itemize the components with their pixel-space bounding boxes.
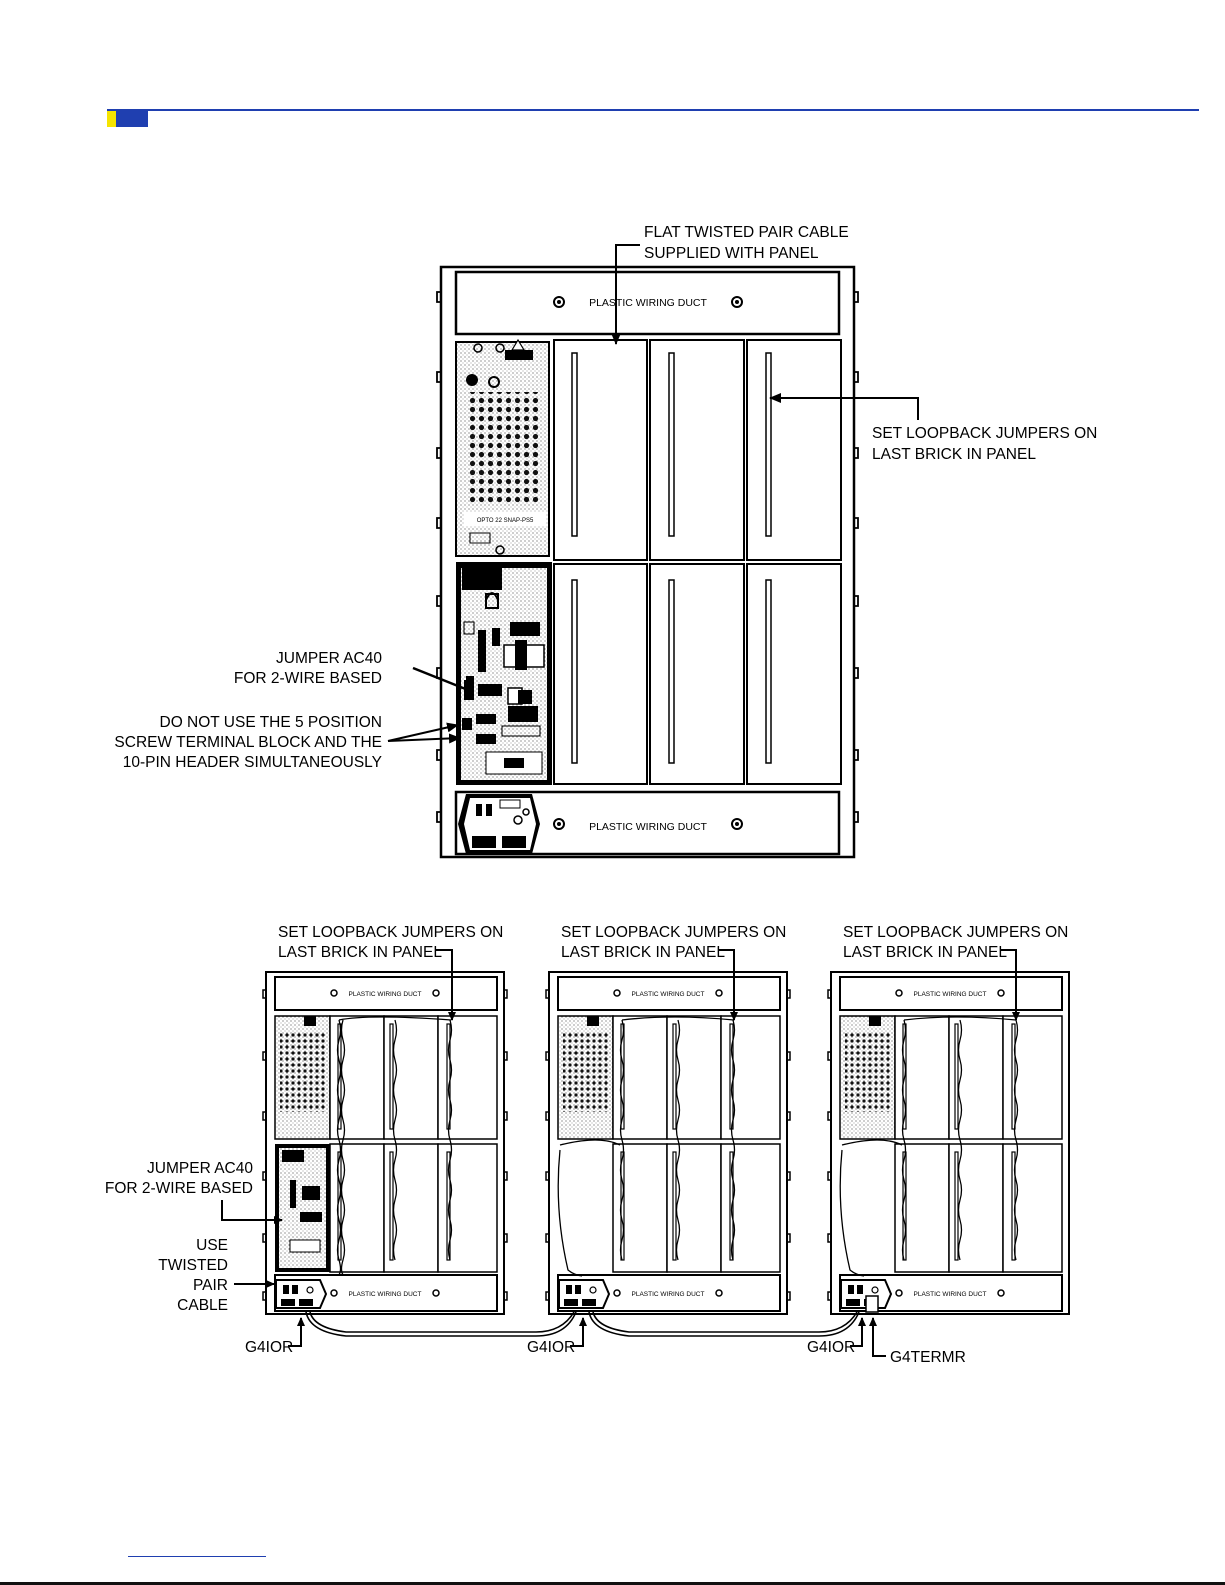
power-supply: [456, 340, 549, 556]
g4ior-label-1: G4IOR: [245, 1339, 294, 1356]
twisted-line1: USE: [196, 1237, 228, 1254]
duct-label-p2-top: PLASTIC WIRING DUCT: [631, 991, 705, 998]
g4termr-label: G4TERMR: [890, 1349, 966, 1366]
warning-label-line2: SCREW TERMINAL BLOCK AND THE: [114, 734, 382, 751]
loopback-label-line2: LAST BRICK IN PANEL: [872, 446, 1036, 463]
panel-top: [437, 267, 858, 857]
g4ior-module-top: [458, 794, 540, 854]
g4termr-arrow: [873, 1318, 886, 1356]
cable-label-line2: SUPPLIED WITH PANEL: [644, 245, 819, 262]
twisted-line4: CABLE: [177, 1297, 228, 1314]
b3-loopback-line1: SET LOOPBACK JUMPERS ON: [843, 924, 1069, 941]
b1-loopback-line1: SET LOOPBACK JUMPERS ON: [278, 924, 504, 941]
jumper-label-line1: JUMPER AC40: [276, 650, 382, 667]
g4ior-label-2: G4IOR: [527, 1339, 576, 1356]
duct-label-p1-top: PLASTIC WIRING DUCT: [348, 991, 422, 998]
loopback-label-line1: SET LOOPBACK JUMPERS ON: [872, 425, 1098, 442]
panel-bottom-2: [546, 972, 790, 1314]
cable-label-line1: FLAT TWISTED PAIR CABLE: [644, 224, 849, 241]
brain-board-small: [275, 1144, 330, 1272]
warning-label-line1: DO NOT USE THE 5 POSITION: [159, 714, 382, 731]
psu-label: OPTO 22 SNAP-PS5: [476, 518, 534, 524]
bottom-duct-label: PLASTIC WIRING DUCT: [589, 821, 707, 833]
twisted-line3: PAIR: [192, 1277, 228, 1294]
twisted-line2: TWISTED: [158, 1257, 228, 1274]
b-jumper-line2: FOR 2-WIRE BASED: [104, 1180, 253, 1197]
b1-loopback-line2: LAST BRICK IN PANEL: [278, 944, 442, 961]
b3-loopback-line2: LAST BRICK IN PANEL: [843, 944, 1007, 961]
footer-link-rule: [128, 1556, 266, 1557]
top-duct-label: PLASTIC WIRING DUCT: [589, 297, 707, 309]
duct-label-p3-top: PLASTIC WIRING DUCT: [913, 991, 987, 998]
b2-loopback-line2: LAST BRICK IN PANEL: [561, 944, 725, 961]
brain-board: [456, 562, 552, 785]
b-jumper-line1: JUMPER AC40: [147, 1160, 253, 1177]
duct-label-p2-bottom: PLASTIC WIRING DUCT: [631, 1291, 705, 1298]
warning-label-line3: 10-PIN HEADER SIMULTANEOUSLY: [122, 754, 382, 771]
jumper-label-line2: FOR 2-WIRE BASED: [233, 670, 382, 687]
duct-label-p1-bottom: PLASTIC WIRING DUCT: [348, 1291, 422, 1298]
g4ior-label-3: G4IOR: [807, 1339, 856, 1356]
panel-bottom-3: [828, 972, 1072, 1314]
duct-label-p3-bottom: PLASTIC WIRING DUCT: [913, 1291, 987, 1298]
b2-loopback-line1: SET LOOPBACK JUMPERS ON: [561, 924, 787, 941]
g4termr-module: [866, 1296, 878, 1312]
